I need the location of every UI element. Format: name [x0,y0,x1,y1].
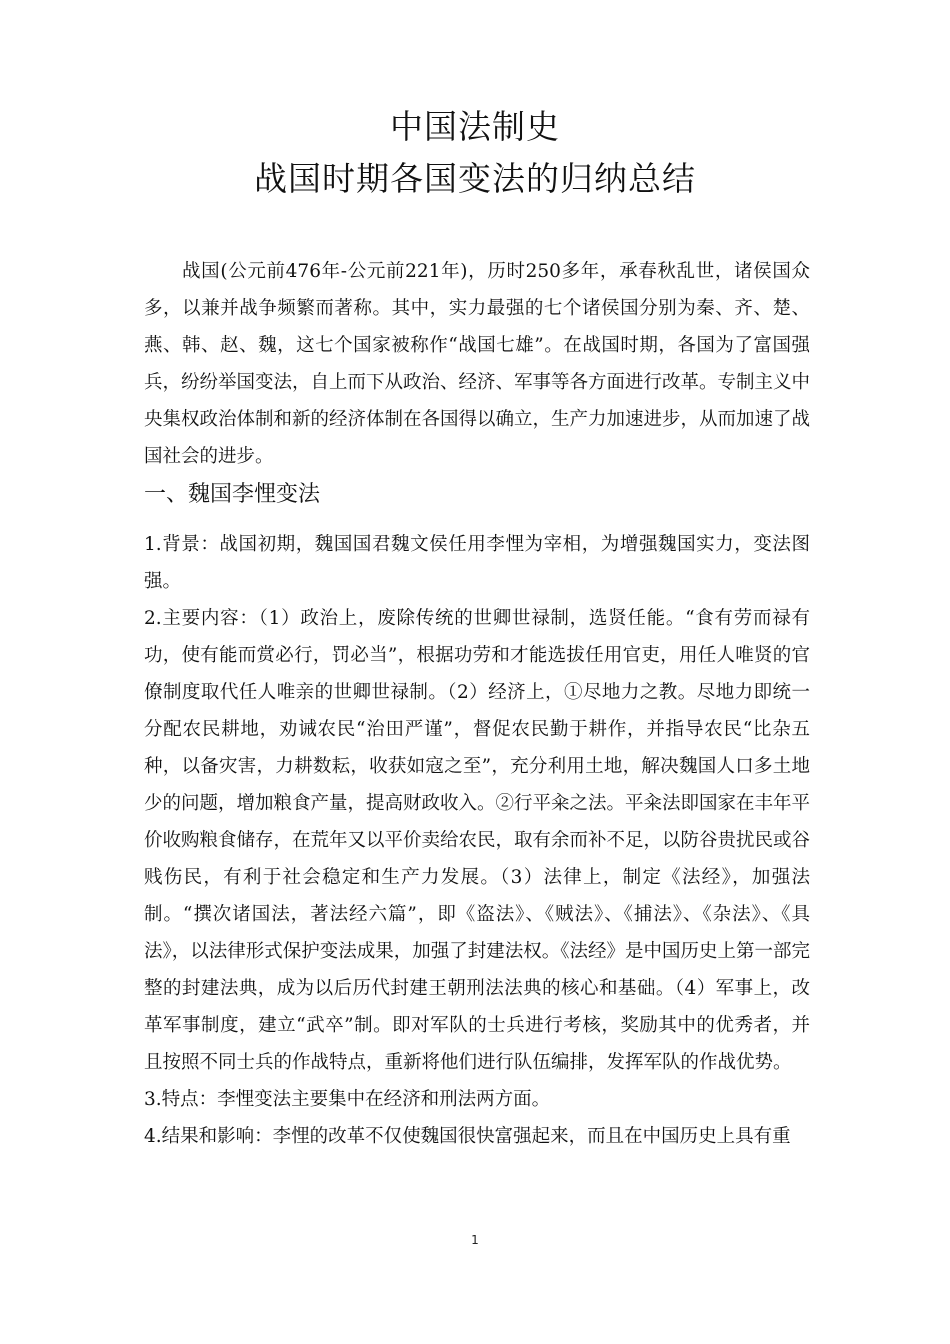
document-title: 中国法制史 [390,107,560,146]
item-main-content: 2.主要内容：（1）政治上，废除传统的世卿世禄制，选贤任能。“食有劳而禄有功，使有能而赏必行，罚必当”，根据功劳和才能选拔任用官吏，用任人唯贤的官僚制度取代任人唯亲的世卿世禄制。（2）经济上，①尽地力之教。尽地力即统一分配农民耕地，劝诫农民“治田严谨”，督促农民勤于耕作，并指导农民“比杂五种，以备灾害，力耕数耘，收获如寇之至”，充分利用土地，解决魏国人口多土地少的问题，增加粮食产量，提高财政收入。②行平籴之法。平籴法即国家在丰年平价收购粮食储存，在荒年又以平价卖给农民，取有余而补不足，以防谷贵扰民或谷贱伤民，有利于社会稳定和生产力发展。（3）法律上，制定《法经》，加强法制。“撰次诸国法，著法经六篇”，即《盗法》、《贼法》、《捕法》、《杂法》、《具法》，以法律形式保护变法成果，加强了封建法权。《法经》是中国历史上第一部完整的封建法典，成为以后历代封建王朝刑法法典的核心和基础。（4）军事上，改革军事制度，建立“武卒”制。即对军队的士兵进行考核，奖励其中的优秀者，并且按照不同士兵的作战特点，重新将他们进行队伍编排，发挥军队的作战优势。 [144,608,811,1073]
intro-paragraph: 战国(公元前476年-公元前221年)，历时250多年，承春秋乱世，诸侯国众多，以兼并战争频繁而著称。其中，实力最强的七个诸侯国分别为秦、齐、楚、燕、韩、赵、魏，这七个国家被称作“战国七雄”。在战国时期，各国为了富国强兵，纷纷举国变法，自上而下从政治、经济、军事等各方面进行改革。专制主义中央集权政治体制和新的经济体制在各国得以确立，生产力加速进步，从而加速了战国社会的进步。 [144,261,811,467]
page-number: 1 [471,1233,479,1247]
section-heading: 一、魏国李悝变法 [144,482,321,507]
document-subtitle: 战国时期各国变法的归纳总结 [254,159,696,198]
item-features: 3.特点：李悝变法主要集中在经济和刑法两方面。 [144,1089,551,1110]
section-content [144,526,810,1155]
item-background: 1.背景：战国初期，魏国国君魏文侯任用李悝为宰相，为增强魏国实力，变法图强。 [144,534,810,592]
item-results: 4.结果和影响：李悝的改革不仅使魏国很快富强起来，而且在中国历史上具有重 [144,1126,791,1147]
